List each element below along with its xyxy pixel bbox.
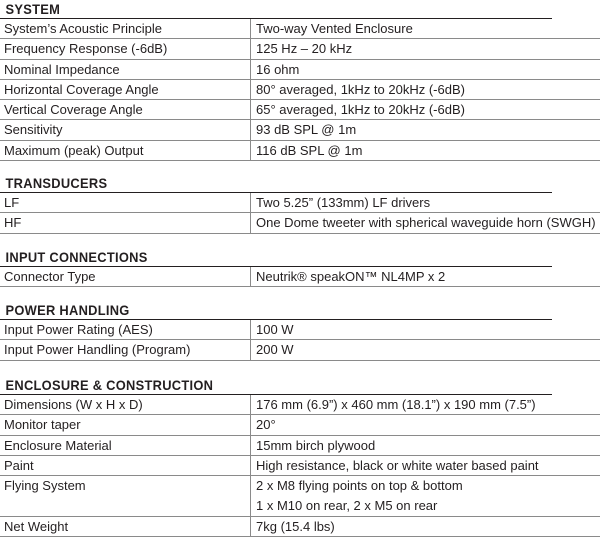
spec-row [0,100,600,120]
spec-value [256,100,465,120]
spec-value-line: 125 Hz – 20 kHz [256,41,353,57]
spec-label: HF [4,215,22,231]
spec-value [256,436,375,456]
spec-value-line: 7kg (15.4 lbs) [256,518,335,534]
spec-rows [0,395,600,537]
spec-value-line: 80° averaged, 1kHz to 20kHz (-6dB) [256,81,465,97]
spec-row [0,193,600,213]
spec-value-line: 20° [256,417,276,433]
spec-row [0,476,600,517]
spec-row [0,456,600,476]
spec-label: Net Weight [4,518,69,534]
spec-rows [0,19,600,161]
spec-label: Frequency Response (-6dB) [4,41,168,57]
spec-value [256,60,299,80]
spec-value [256,19,413,39]
spec-label: System’s Acoustic Principle [4,21,162,36]
spec-label: Input Power Rating (AES) [4,322,153,337]
section-title: INPUT CONNECTIONS [0,248,552,267]
spec-label: Connector Type [4,269,96,284]
spec-value-line: 2 x M8 flying points on top & bottom [256,478,463,494]
spec-label: Horizontal Coverage Angle [4,81,159,97]
spec-row [0,213,600,233]
section-title: SYSTEM [0,0,552,19]
section-system [0,0,600,161]
spec-value [256,193,430,213]
spec-value [256,415,276,435]
section-title: TRANSDUCERS [0,174,552,193]
spec-rows [0,193,600,234]
spec-row [0,340,600,360]
spec-rows [0,267,600,287]
spec-label: LF [4,195,20,210]
spec-value-line: 93 dB SPL @ 1m [256,122,357,138]
spec-value [256,267,445,287]
spec-row [0,60,600,80]
section-title: ENCLOSURE & CONSTRUCTION [0,376,552,395]
spec-value [256,39,352,59]
spec-label: Paint [4,457,34,473]
spec-label: Sensitivity [4,122,63,138]
spec-row [0,517,600,537]
spec-row [0,39,600,59]
spec-value [256,340,294,360]
spec-value-line: Two 5.25” (133mm) LF drivers [256,195,431,210]
spec-value [256,456,539,476]
spec-label: Maximum (peak) Output [4,142,144,158]
spec-row [0,436,600,456]
section-title: POWER HANDLING [0,301,552,320]
spec-row [0,267,600,287]
spec-row [0,80,600,100]
spec-value-line: 100 W [256,322,294,337]
spec-label: Nominal Impedance [4,61,120,77]
spec-label: Flying System [4,478,86,494]
spec-row [0,320,600,340]
spec-value-line: Two-way Vented Enclosure [256,21,413,36]
spec-value-line: 116 dB SPL @ 1m [256,142,363,158]
spec-row [0,120,600,140]
spec-label: Dimensions (W x H x D) [4,397,143,412]
spec-value [256,517,335,537]
spec-rows [0,320,600,361]
spec-value-line: One Dome tweeter with spherical waveguide horn (SWGH) [256,215,596,231]
spec-label: Monitor taper [4,417,81,433]
spec-value-line: 1 x M10 on rear, 2 x M5 on rear [256,498,438,514]
section-enclosure-construction [0,376,600,537]
spec-row [0,395,600,415]
section-transducers [0,174,600,234]
spec-value [256,320,294,340]
spec-value [256,141,362,161]
spec-value-line: High resistance, black or white water based paint [256,457,539,473]
spec-value-line: Neutrik® speakON™ NL4MP x 2 [256,269,446,284]
spec-value [256,120,356,140]
spec-value [256,476,463,516]
spec-value [256,80,465,100]
spec-value-line: 176 mm (6.9”) x 460 mm (18.1”) x 190 mm (7.5”) [256,397,536,412]
section-power-handling [0,301,600,361]
spec-row [0,141,600,161]
spec-value [256,395,536,415]
spec-value-line: 16 ohm [256,61,300,77]
spec-row [0,19,600,39]
spec-value-line: 15mm birch plywood [256,437,376,453]
spec-value [256,213,596,233]
spec-label: Input Power Handling (Program) [4,342,191,358]
spec-value-line: 200 W [256,342,294,358]
spec-label: Enclosure Material [4,437,112,453]
spec-value-line: 65° averaged, 1kHz to 20kHz (-6dB) [256,102,465,118]
spec-row [0,415,600,435]
spec-label: Vertical Coverage Angle [4,102,143,118]
section-input-connections [0,248,600,287]
